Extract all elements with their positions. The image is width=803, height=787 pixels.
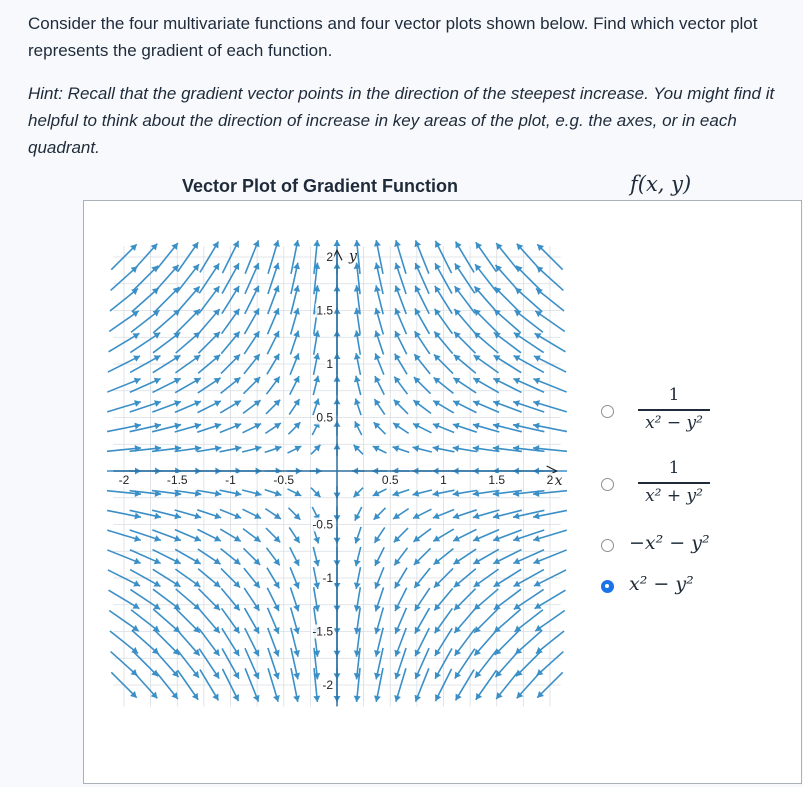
vector-arrowhead [493, 423, 500, 430]
vector-arrowhead [213, 649, 219, 656]
x-tick-label: -2 [118, 473, 130, 487]
vector-arrowhead [455, 286, 461, 293]
vector-arrowhead [435, 626, 441, 633]
vector-arrowhead [255, 445, 262, 452]
vector-arrowhead [473, 423, 480, 430]
vector-arrowhead [293, 308, 300, 315]
vector-arrowhead [474, 581, 481, 587]
vector-arrowhead [313, 560, 320, 567]
vector-arrowhead [374, 285, 381, 292]
vector-arrowhead [134, 513, 141, 520]
vector-arrowhead [273, 240, 280, 247]
vector-arrowhead [255, 490, 262, 497]
y-tick-label: -1 [322, 571, 333, 585]
vector-arrowhead [374, 695, 381, 702]
vector-arrowhead [455, 649, 461, 656]
x-tick-label: 2 [546, 473, 554, 487]
function-column-header: f(x, y) [630, 172, 692, 196]
vector-arrowhead [494, 332, 501, 338]
vector-arrowhead [433, 445, 440, 452]
vector-arrowhead [194, 423, 201, 430]
vector-arrowhead [513, 513, 520, 520]
vector-arrowhead [394, 559, 400, 566]
vector-arrowhead [533, 400, 540, 407]
vector-arrowhead [174, 513, 181, 520]
vector-arrowhead [213, 286, 219, 293]
vector-arrowhead [233, 626, 239, 633]
option-4-expression: x² − y² [629, 573, 694, 595]
vector-arrowhead [293, 285, 300, 292]
vector-arrowhead [374, 673, 381, 680]
option-2-denominator: x² + y² [645, 485, 703, 506]
vector-arrowhead [374, 650, 381, 657]
option-3-expression: −x² − y² [629, 532, 710, 554]
vector-arrowhead [394, 240, 401, 247]
question-text: Consider the four multivariate functions and four vector plots shown below. Find which vector plot represents the gradient of each function. [28, 14, 758, 60]
vector-arrowhead [513, 423, 520, 430]
vector-arrowhead [413, 445, 420, 452]
vector-arrowhead [273, 695, 280, 702]
hint-text: Hint: Recall that the gradient vector points in the direction of the steepest increase. You might find it helpful to think about the direction of increase in key areas of the plot, e.g. the axes, or in each quadrant. [28, 84, 775, 157]
vector-arrowhead [394, 695, 401, 702]
x-tick-label: 1 [440, 473, 447, 487]
vector-arrowhead [474, 355, 481, 361]
option-1-denominator: x² − y² [645, 412, 703, 433]
vector-arrowhead [134, 400, 141, 407]
y-tick-label: -2 [322, 678, 333, 692]
radio-option-2[interactable] [601, 478, 614, 491]
vector-arrowhead [154, 513, 161, 520]
y-tick-label: 0.5 [316, 410, 333, 425]
vector-arrowhead [334, 240, 341, 246]
radio-option-4[interactable] [601, 580, 614, 593]
x-tick-label: -1.5 [166, 473, 188, 487]
vector-arrowhead [134, 535, 141, 542]
x-tick-label: 1.5 [488, 473, 506, 487]
vector-arrowhead [134, 423, 141, 430]
vector-arrowhead [293, 650, 300, 657]
vector-arrowhead [313, 696, 320, 702]
vector-arrowhead [354, 696, 361, 702]
x-tick-label: -0.5 [273, 473, 295, 487]
vector-arrowhead [394, 377, 400, 384]
vector-arrowhead [313, 240, 320, 246]
vector-arrowhead [293, 263, 300, 270]
radio-option-3[interactable] [601, 539, 614, 552]
vector-arrowhead [354, 240, 361, 246]
y-tick-label: 1.5 [316, 303, 333, 318]
vector-arrowhead [293, 627, 300, 634]
vector-arrowhead [193, 355, 200, 361]
vector-arrowhead [374, 308, 381, 315]
vector-arrowhead [374, 627, 381, 634]
vector-arrowhead [235, 490, 242, 497]
plot-title: Vector Plot of Gradient Function [182, 176, 459, 196]
vector-arrowhead [354, 376, 361, 383]
x-axis-label: x [554, 473, 563, 489]
vector-arrowhead [174, 423, 181, 430]
vector-arrowhead [533, 513, 540, 520]
vector-arrowhead [374, 240, 381, 247]
vector-arrowhead [374, 263, 381, 270]
y-tick-label: 2 [326, 250, 333, 264]
vector-arrowhead [354, 560, 361, 567]
vector-arrowhead [293, 240, 300, 247]
x-tick-label: 0.5 [381, 473, 399, 487]
x-tick-label: -1 [225, 473, 236, 487]
y-tick-label: -0.5 [312, 517, 333, 532]
vector-arrowhead [494, 603, 501, 609]
option-2-numerator: 1 [668, 458, 680, 478]
vector-arrowhead [235, 445, 242, 452]
vector-arrowhead [233, 309, 239, 316]
vector-arrowhead [194, 513, 201, 520]
vector-arrowhead [293, 673, 300, 680]
option-1-numerator: 1 [668, 385, 680, 405]
vector-arrowhead [433, 490, 440, 497]
y-tick-label: -1.5 [312, 624, 333, 639]
vector-arrowhead [313, 376, 320, 383]
vector-arrowhead [154, 423, 161, 430]
vector-arrowhead [293, 695, 300, 702]
radio-option-1[interactable] [601, 405, 614, 418]
vector-arrowhead [435, 309, 441, 316]
vector-arrowhead [273, 377, 279, 384]
y-tick-label: 1 [326, 357, 333, 371]
vector-arrowhead [273, 559, 279, 566]
vector-arrowhead [493, 513, 500, 520]
vector-arrowhead [533, 423, 540, 430]
vector-arrowhead [193, 581, 200, 587]
vector-arrowhead [473, 513, 480, 520]
vector-arrowhead [533, 535, 540, 542]
y-axis-label: y [349, 248, 357, 265]
vector-arrowhead [413, 490, 420, 497]
